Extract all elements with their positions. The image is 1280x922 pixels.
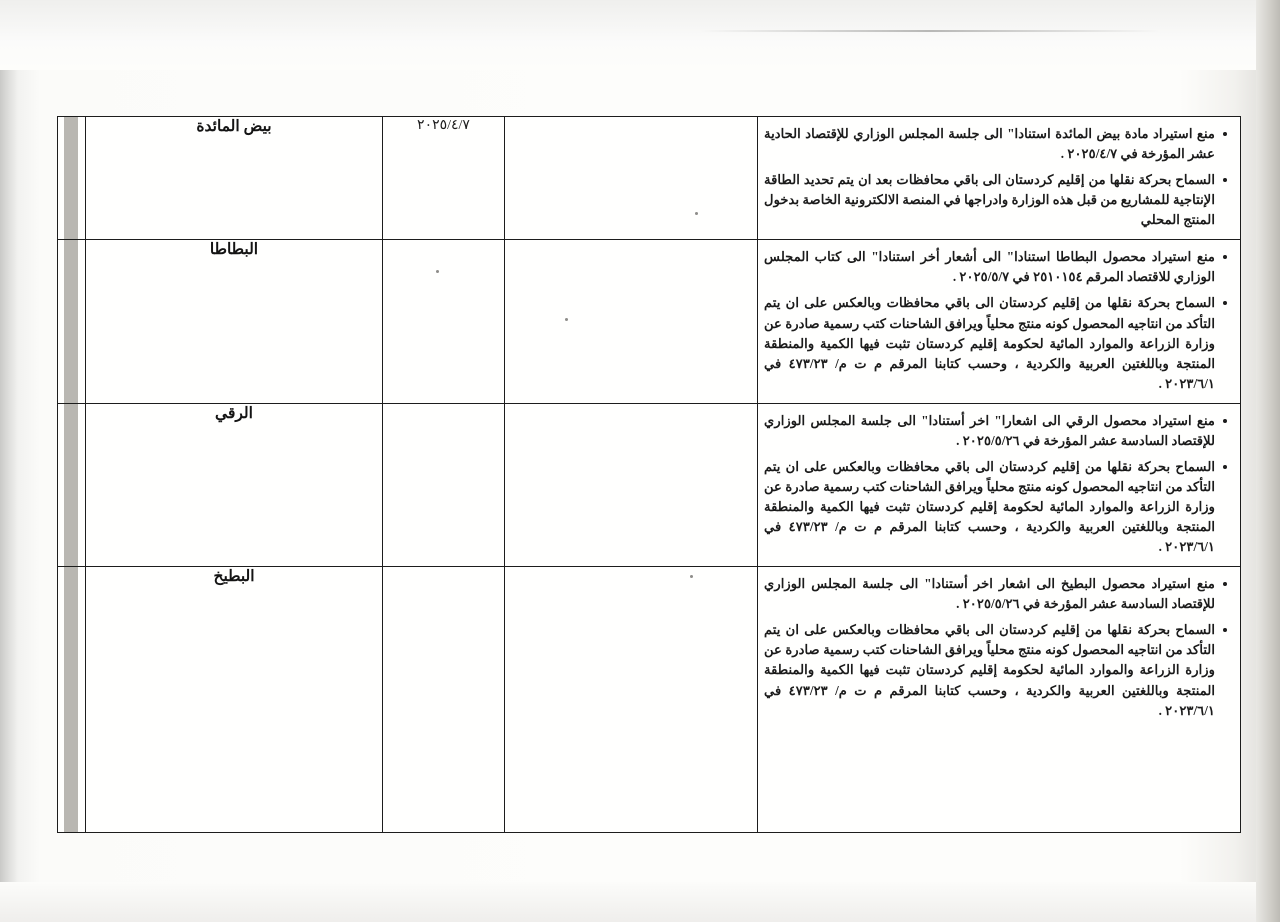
item-name-cell: الرقي — [86, 403, 383, 566]
scan-speck — [690, 575, 693, 578]
table-row — [58, 240, 1241, 403]
paper-crease — [700, 30, 1160, 32]
notes-cell — [758, 567, 1241, 833]
row-number-cell — [58, 240, 86, 403]
notes-list — [764, 411, 1231, 557]
row-number-cell — [58, 403, 86, 566]
note-item: السماح بحركة نقلها من إقليم كردستان الى باقي محافظات وبالعكس على ان يتم التأكد من انتاجيه المحصول كونه منتج محلياً ويرافق الشاحنات كتب رسمية صادرة عن وزارة الزراعة والموارد المائية لحكومة إقليم كردستان تثبت فيها الكمية والمنطقة المنتجة وباللغتين العربية والكردية ، وحسب كتابنا المرقم م ت م/ ٤٧٣/٢٣ في ٢٠٢٣/٦/١ . — [764, 620, 1215, 720]
table-row — [58, 403, 1241, 566]
blank-cell — [505, 240, 758, 403]
note-item: منع استيراد محصول البطاطا استنادا" الى أشعار أخر استنادا" الى كتاب المجلس الوزاري للاقتصاد المرقم ٢٥١٠١٥٤ في ٢٠٢٥/٥/٧ . — [764, 247, 1215, 287]
paper-right-edge — [1256, 0, 1280, 922]
date-cell — [383, 240, 505, 403]
table-row — [58, 117, 1241, 240]
notes-cell — [758, 240, 1241, 403]
note-item: منع استيراد محصول البطيخ الى اشعار اخر أستنادا" الى جلسة المجلس الوزاري للإقتصاد السادسة عشر المؤرخة في ٢٠٢٥/٥/٢٦ . — [764, 574, 1215, 614]
notes-cell — [758, 403, 1241, 566]
notes-list — [764, 247, 1231, 393]
table-row — [58, 567, 1241, 833]
paper-bottom-shading — [0, 882, 1280, 922]
note-item: منع استيراد مادة بيض المائدة استنادا" الى جلسة المجلس الوزاري للإقتصاد الحادية عشر المؤرخة في ٢٠٢٥/٤/٧ . — [764, 124, 1215, 164]
edge-shadow — [64, 404, 78, 566]
date-cell — [383, 403, 505, 566]
note-item: السماح بحركة نقلها من إقليم كردستان الى باقي محافظات وبالعكس على ان يتم التأكد من انتاجيه المحصول كونه منتج محلياً ويرافق الشاحنات كتب رسمية صادرة عن وزارة الزراعة والموارد المائية لحكومة إقليم كردستان تثبت فيها الكمية والمنطقة المنتجة وباللغتين العربية والكردية ، وحسب كتابنا المرقم م ت م/ ٤٧٣/٢٣ في ٢٠٢٣/٦/١ . — [764, 457, 1215, 557]
note-item: السماح بحركة نقلها من إقليم كردستان الى باقي محافظات بعد ان يتم تحديد الطاقة الإنتاجية للمشاريع من قبل هذه الوزارة وادراجها في المنصة الالكترونية الخاصة بدخول المنتج المحلي — [764, 170, 1215, 230]
note-item: السماح بحركة نقلها من إقليم كردستان الى باقي محافظات وبالعكس على ان يتم التأكد من انتاجيه المحصول كونه منتج محلياً ويرافق الشاحنات كتب رسمية صادرة عن وزارة الزراعة والموارد المائية لحكومة إقليم كردستان تثبت فيها الكمية والمنطقة المنتجة وباللغتين العربية والكردية ، وحسب كتابنا المرقم م ت م/ ٤٧٣/٢٣ في ٢٠٢٣/٦/١ . — [764, 293, 1215, 393]
scan-speck — [565, 318, 568, 321]
item-name-cell: البطاطا — [86, 240, 383, 403]
blank-cell — [505, 403, 758, 566]
item-name-cell: بيض المائدة — [86, 117, 383, 240]
notes-cell — [758, 117, 1241, 240]
row-number-cell — [58, 567, 86, 833]
notes-list — [764, 124, 1231, 230]
paper-top-shading — [0, 0, 1280, 70]
note-item: منع استيراد محصول الرقي الى اشعارا" اخر أستنادا" الى جلسة المجلس الوزاري للإقتصاد السادسة عشر المؤرخة في ٢٠٢٥/٥/٢٦ . — [764, 411, 1215, 451]
scan-speck — [436, 270, 439, 273]
edge-shadow — [64, 240, 78, 402]
import-restrictions-table — [57, 116, 1241, 833]
item-name-cell: البطيخ — [86, 567, 383, 833]
edge-shadow — [64, 567, 78, 832]
blank-cell — [505, 567, 758, 833]
date-cell — [383, 567, 505, 833]
date-cell: ٢٠٢٥/٤/٧ — [383, 117, 505, 240]
scan-speck — [695, 212, 698, 215]
row-number-cell — [58, 117, 86, 240]
blank-cell — [505, 117, 758, 240]
edge-shadow — [64, 117, 78, 239]
notes-list — [764, 574, 1231, 720]
